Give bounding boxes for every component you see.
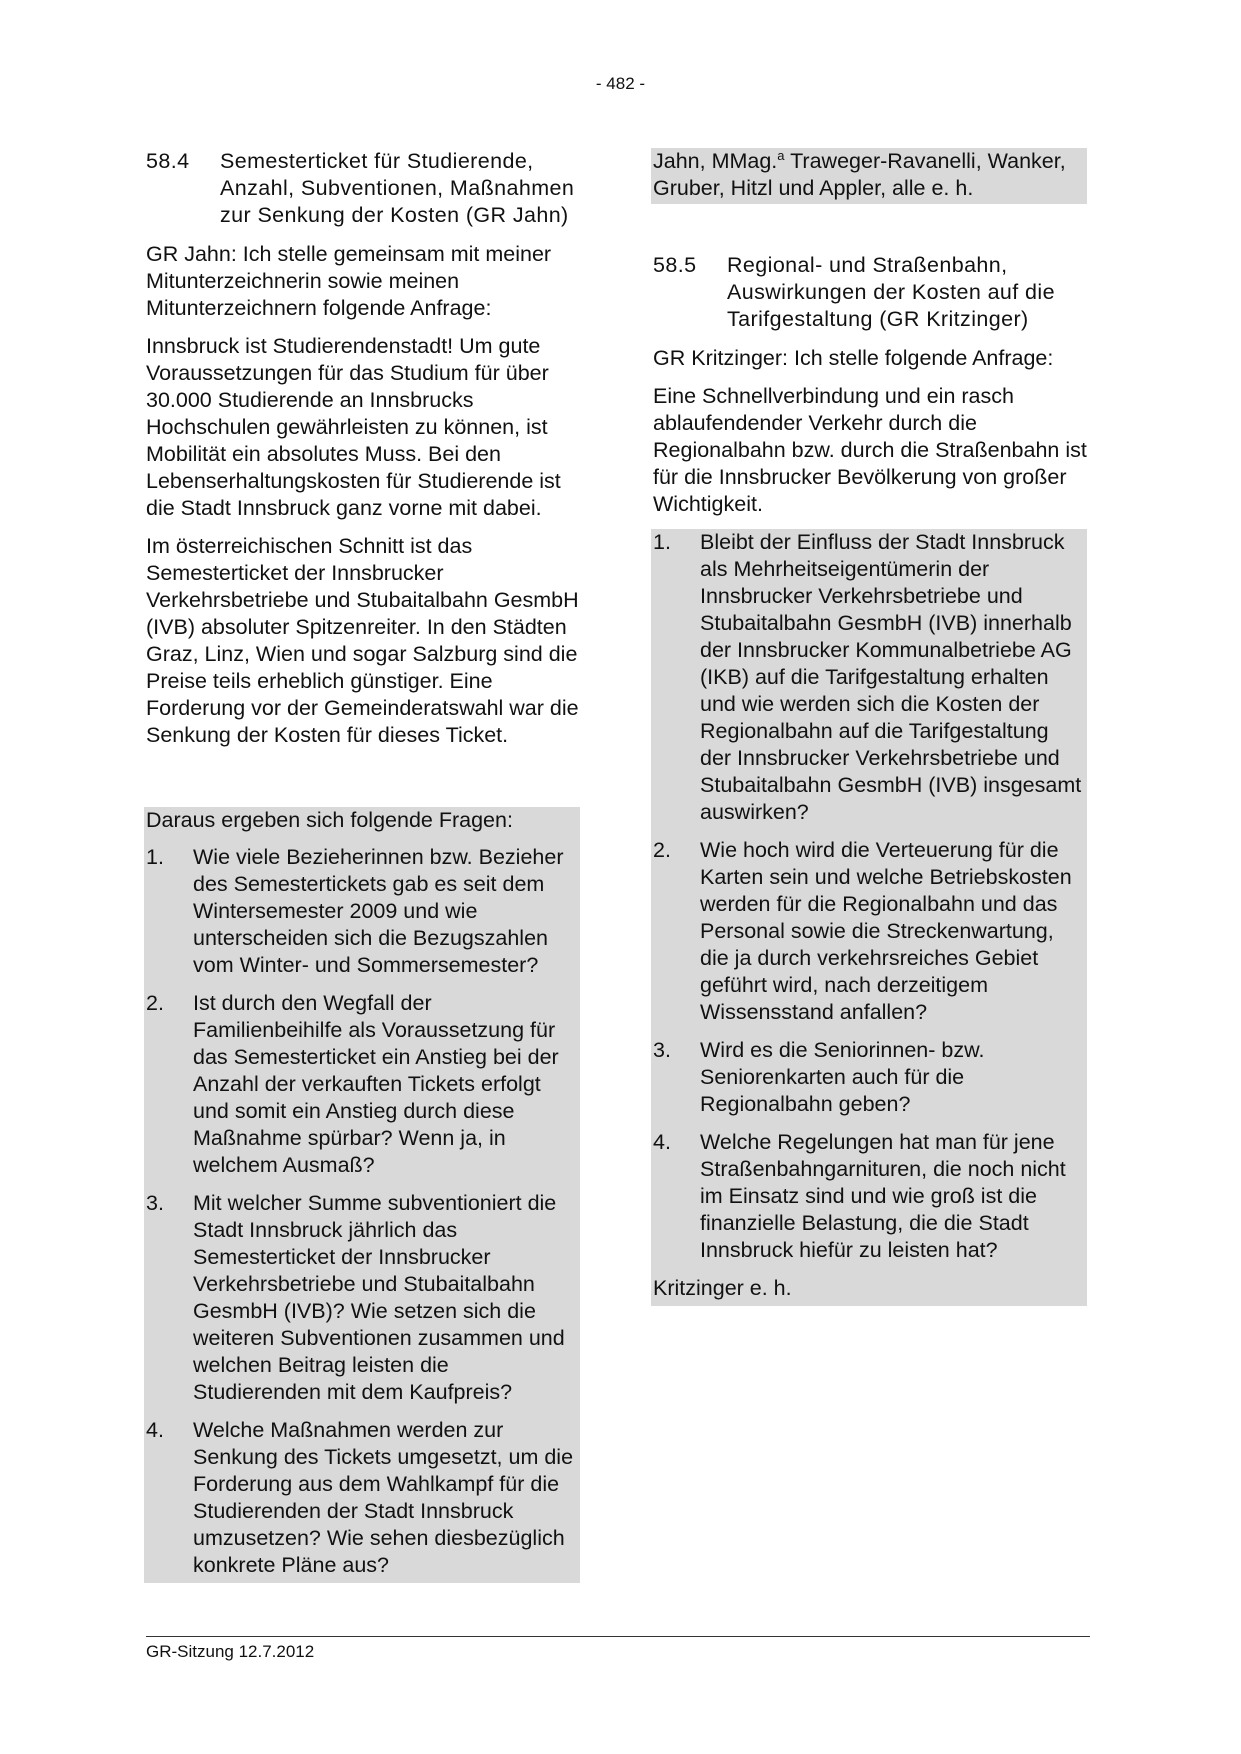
question-text: Welche Regelungen hat man für jene Straßenbahngarnituren, die noch nicht im Einsatz sind und wie groß ist die finanzielle Belastung, die die Stadt Innsbruck hiefür zu leisten hat? bbox=[700, 1130, 1066, 1262]
signature: Kritzinger e. h. bbox=[653, 1276, 792, 1300]
signatories-text-rest: Traweger-Ravanelli, Wanker, Gruber, Hitzl und Appler, alle e. h. bbox=[653, 149, 1066, 200]
list-item bbox=[146, 844, 578, 979]
questions-intro: Daraus ergeben sich folgende Fragen: bbox=[146, 808, 513, 832]
intro-paragraph: GR Kritzinger: Ich stelle folgende Anfrage: bbox=[653, 346, 1054, 370]
section-number: 58.5 bbox=[653, 253, 697, 277]
question-text: Wie hoch wird die Verteuerung für die Karten sein und welche Betriebskosten werden für die Regionalbahn und das Personal sowie die Streckenwartung, die ja durch verkehrsreiches Gebiet geführt wird, nach derzeitigem Wissensstand anfallen? bbox=[700, 838, 1072, 1024]
questions-block bbox=[651, 529, 1087, 1306]
list-item bbox=[653, 1037, 1085, 1118]
question-number: 1. bbox=[146, 845, 164, 869]
section-title: Regional- und Straßenbahn, Auswirkungen der Kosten auf die Tarifgestaltung (GR Kritzinger) bbox=[727, 253, 1055, 331]
intro-paragraph: GR Jahn: Ich stelle gemeinsam mit meiner Mitunterzeichnerin sowie meinen Mitunterzeichnern folgende Anfrage: bbox=[146, 242, 552, 320]
list-item bbox=[146, 1190, 578, 1406]
question-number: 4. bbox=[653, 1130, 671, 1154]
section-number: 58.4 bbox=[146, 149, 190, 173]
body-paragraph: Im österreichischen Schnitt ist das Semesterticket der Innsbrucker Verkehrsbetriebe und Stubaitalbahn GesmbH (IVB) absoluter Spitzenreiter. In den Städten Graz, Linz, Wien und sogar Salzburg sind die Preise teils erheblich günstiger. Eine Forderung vor der Gemeinderatswahl war die Senkung der Kosten für dieses Ticket. bbox=[146, 534, 579, 747]
question-text: Wie viele Bezieherinnen bzw. Bezieher des Semestertickets gab es seit dem Wintersemester 2009 und wie unterscheiden sich die Bezugszahlen vom Winter- und Sommersemester? bbox=[193, 845, 564, 977]
question-list bbox=[653, 529, 1085, 1264]
question-text: Bleibt der Einfluss der Stadt Innsbruck als Mehrheitseigentümerin der Innsbrucker Verkehrsbetriebe und Stubaitalbahn GesmbH (IVB) innerhalb der Innsbrucker Kommunalbetriebe AG (IKB) auf die Tarifgestaltung erhalten und wie werden sich die Kosten der Regionalbahn auf die Tarifgestaltung der Innsbrucker Verkehrsbetriebe und Stubaitalbahn GesmbH (IVB) insgesamt auswirken? bbox=[700, 530, 1082, 824]
list-item bbox=[653, 529, 1085, 826]
question-number: 4. bbox=[146, 1418, 164, 1442]
section-title: Semesterticket für Studierende, Anzahl, Subventionen, Maßnahmen zur Senkung der Kosten (GR Jahn) bbox=[220, 149, 575, 227]
questions-block bbox=[144, 807, 580, 1583]
question-text: Welche Maßnahmen werden zur Senkung des Tickets umgesetzt, um die Forderung aus dem Wahlkampf für die Studierenden der Stadt Innsbruck umzusetzen? Wie sehen diesbezüglich konkrete Pläne aus? bbox=[193, 1418, 574, 1577]
question-number: 3. bbox=[653, 1038, 671, 1062]
question-number: 2. bbox=[653, 838, 671, 862]
body-paragraph: Innsbruck ist Studierendenstadt! Um gute Voraussetzungen für das Studium für über 30.000 Studierende an Innsbrucks Hochschulen gewährleisten zu können, ist Mobilität ein absolutes Muss. Bei den Lebenserhaltungskosten für Studierende ist die Stadt Innsbruck ganz vorne mit dabei. bbox=[146, 334, 561, 520]
list-item bbox=[146, 990, 578, 1179]
signatories-text: Jahn, MMag. bbox=[653, 149, 778, 173]
signatories-block bbox=[651, 148, 1087, 204]
question-text: Mit welcher Summe subventioniert die Stadt Innsbruck jährlich das Semesterticket der Innsbrucker Verkehrsbetriebe und Stubaitalbahn GesmbH (IVB)? Wie setzen sich die weiteren Subventionen zusammen und welchen Beitrag leisten die Studierenden mit dem Kaufpreis? bbox=[193, 1191, 565, 1404]
list-item bbox=[653, 1129, 1085, 1264]
question-list bbox=[146, 844, 578, 1579]
list-item bbox=[146, 1417, 578, 1579]
question-number: 3. bbox=[146, 1191, 164, 1215]
left-column bbox=[146, 148, 580, 1583]
question-text: Ist durch den Wegfall der Familienbeihilfe als Voraussetzung für das Semesterticket ein Anstieg bei der Anzahl der verkauften Tickets erfolgt und somit ein Anstieg durch diese Maßnahme spürbar? Wenn ja, in welchem Ausmaß? bbox=[193, 991, 559, 1177]
section-heading-58-5 bbox=[653, 252, 1087, 333]
question-text: Wird es die Seniorinnen- bzw. Seniorenkarten auch für die Regionalbahn geben? bbox=[700, 1038, 985, 1116]
page-number: - 482 - bbox=[595, 74, 646, 93]
footer-divider bbox=[146, 1636, 1090, 1637]
question-number: 2. bbox=[146, 991, 164, 1015]
question-number: 1. bbox=[653, 530, 671, 554]
footer-text: GR-Sitzung 12.7.2012 bbox=[146, 1642, 315, 1661]
list-item bbox=[653, 837, 1085, 1026]
superscript: a bbox=[777, 147, 785, 163]
body-paragraph: Eine Schnellverbindung und ein rasch ablaufendender Verkehr durch die Regionalbahn bzw. durch die Straßenbahn ist für die Innsbrucker Bevölkerung von großer Wichtigkeit. bbox=[653, 384, 1087, 516]
right-column bbox=[653, 148, 1087, 1306]
section-heading-58-4 bbox=[146, 148, 580, 229]
